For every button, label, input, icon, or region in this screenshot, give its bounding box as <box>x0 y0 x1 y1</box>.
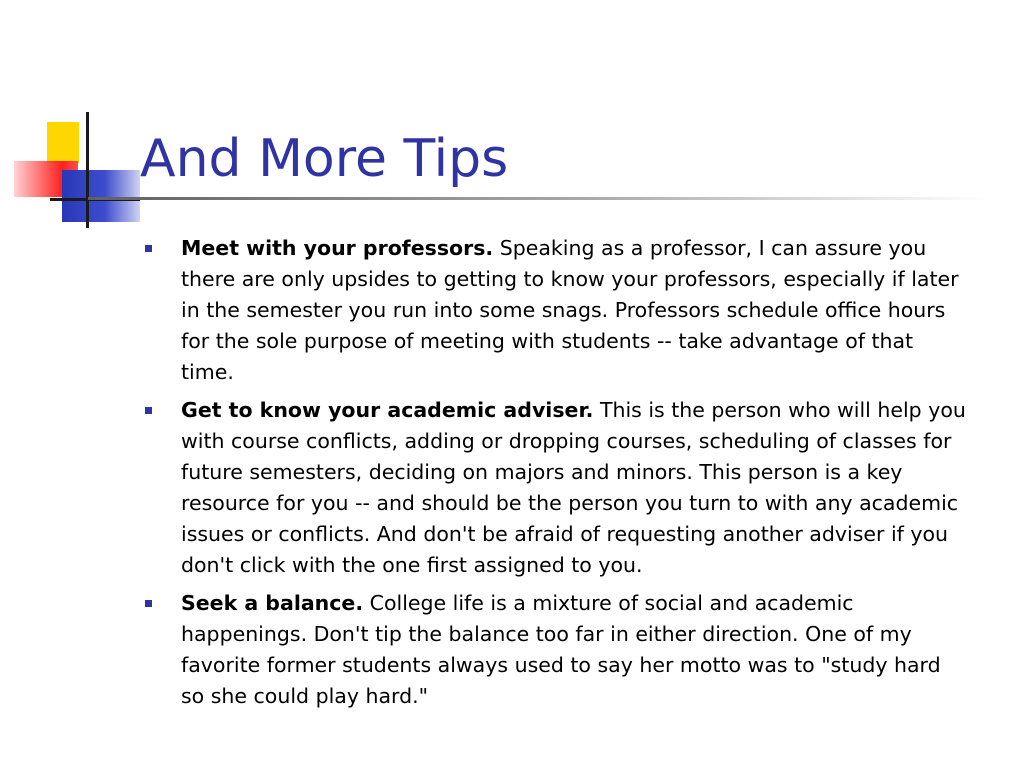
bullet-text <box>181 398 966 577</box>
slide-title: And More Tips <box>140 129 509 189</box>
bullet-item <box>140 395 970 581</box>
bullet-lead: Meet with your professors. <box>181 236 494 260</box>
bullet-square-icon <box>145 600 152 607</box>
bullet-item <box>140 588 970 712</box>
bullet-lead: Get to know your academic adviser. <box>181 398 594 422</box>
bullet-body: College life is a mixture of social and academic happenings. Don't tip the balance too far in either direction. One of my favorite former students always used to say her motto was to "study hard so she could play hard." <box>181 591 941 708</box>
bullet-lead: Seek a balance. <box>181 591 364 615</box>
bullet-item <box>140 233 970 388</box>
bullet-square-icon <box>145 407 152 414</box>
yellow-square <box>47 122 79 163</box>
bullet-text <box>181 236 959 384</box>
bullet-list <box>140 233 970 719</box>
blue-square <box>62 170 140 222</box>
bullet-text <box>181 591 941 708</box>
bullet-square-icon <box>145 245 152 252</box>
bullet-body: This is the person who will help you with course conflicts, adding or dropping courses, scheduling of classes for future semesters, deciding on majors and minors. This person is a key resource for you -- and should be the person you turn to with any academic issues or conflicts. And don't be afraid of requesting another adviser if you don't click with the one first assigned to you. <box>181 398 966 577</box>
decorative-squares-logo <box>0 0 150 240</box>
title-underline <box>88 197 988 200</box>
bullet-body: Speaking as a professor, I can assure you there are only upsides to getting to know your professors, especially if later in the semester you run into some snags. Professors schedule office hours for the sole purpose of meeting with students -- take advantage of that time. <box>181 236 959 384</box>
vertical-line <box>86 112 89 228</box>
